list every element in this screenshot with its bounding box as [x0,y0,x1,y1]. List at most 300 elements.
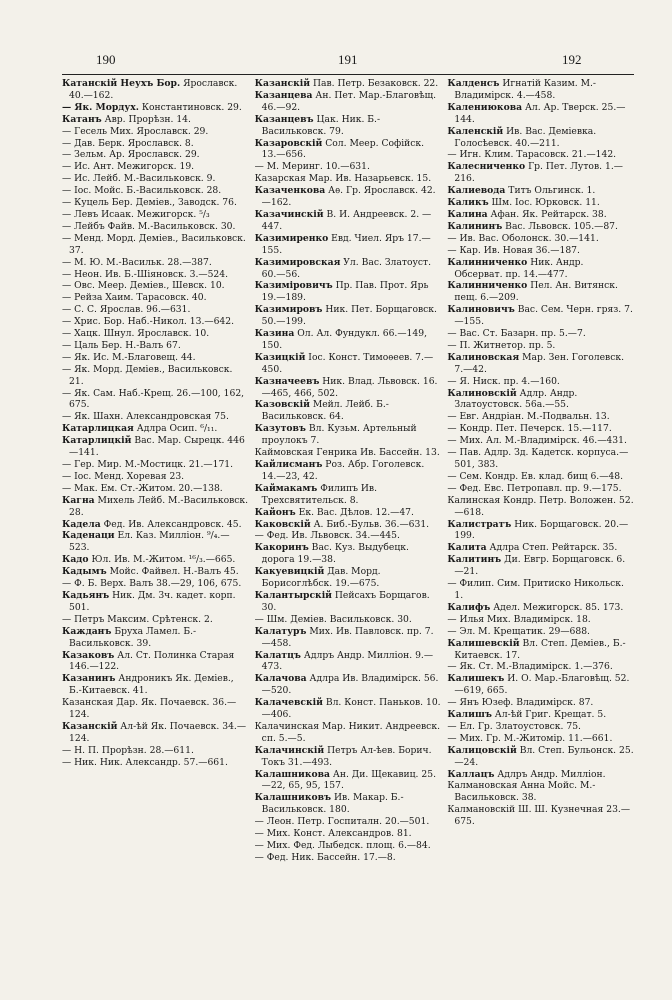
entry-details: — Мак. Ем. Ст.-Житом. 20.—138. [62,482,223,494]
entry-details: Вас. Львовск. 105.—87. [502,220,618,232]
entry-surname: Калиновскій [447,387,517,399]
entry-details: Ив. Вас. Деміевка. Голосѣевск. 40.—211. [454,125,597,149]
entry-surname: Каймакамъ [254,482,318,494]
entry-surname: Казимировская [254,256,341,268]
directory-entry [447,340,634,352]
entry-details: Вл. Кузьм. Артельный проулокъ 7. [261,423,417,447]
entry-details: Ник. Пет. Борщаговск. 50.—199. [261,304,437,328]
entry-details: — Янъ Юзеф. Владимірск. 87. [447,697,594,709]
directory-entry [62,673,249,697]
entry-details: — Хрис. Бор. Наб.-Никол. 13.—642. [62,316,235,328]
directory-entry [62,459,249,471]
entry-details: — М. Ю. М.-Васильк. 28.—387. [62,256,212,268]
entry-surname: Каденаци [62,530,115,542]
page-number-left: 190 [96,52,116,67]
entry-surname: Кадо [62,554,89,566]
directory-entry [447,447,634,471]
entry-surname: Калантырскій [254,589,332,601]
entry-details: Ник. Влад. Львовск. 16.—465, 466, 502. [261,375,438,399]
entry-surname: Казаровскій [254,137,323,149]
entry-details: Юл. Ив. М.-Житом. ¹⁶/₃.—665. [88,554,236,566]
directory-entry [255,828,442,840]
entry-details: — Як. Ст. М.-Владимірск. 1.—376. [447,661,613,673]
entry-details: Гр. Пет. Лутов. 1.—216. [454,161,623,185]
directory-entry [255,459,442,483]
directory-entry [447,376,634,388]
entry-surname: Калишъ [447,709,492,721]
directory-entry [447,602,634,614]
directory-entry [447,304,634,328]
directory-entry [447,626,634,638]
directory-entry [255,114,442,138]
entry-surname: Калишекъ [447,673,505,685]
directory-entry [447,257,634,281]
entry-details: — Гер. Мир. М.-Мостицк. 21.—171. [62,459,234,470]
directory-entry [62,697,249,721]
entry-details: Адлра Ив. Владимірск. 56.—520. [261,673,439,697]
entry-details: — Кондр. Пет. Печерск. 15.—117. [447,423,612,435]
directory-entry [62,566,249,578]
entry-details: — Ник. Ник. Александр. 57.—661. [62,756,228,768]
entry-details: И. О. Мар.-Благовѣщ. 52.—619, 665. [454,673,630,697]
entry-details: — Ис. Ант. Межигорск. 19. [62,161,195,173]
entry-surname: Калинниченко [447,256,528,268]
directory-entry [62,221,249,233]
entry-details: Іос. Конст. Тимоѳеев. 7.—450. [261,351,434,375]
entry-details: — М. Меринг. 10.—631. [254,161,370,173]
entry-details: Фед. Ив. Александровск. 45. [100,518,242,530]
directory-entry [255,792,442,816]
directory-entry [255,697,442,721]
entry-details: Пел. Ан. Витянск. пещ. 6.—209. [454,280,618,304]
entry-details: Ник. Андр. Обсерват. пр. 14.—477. [454,256,584,280]
entry-details: Константиновск. 29. [138,101,242,113]
directory-entry [447,328,634,340]
entry-details: — Мих. Фед. Лыбедск. площ. 6.—84. [254,840,431,851]
entry-details: Ал-ѣй Як. Почаевск. 34.—124. [69,720,247,744]
directory-entry [62,626,249,650]
directory-entry [62,233,249,257]
entry-details: Мих. Ив. Павловск. пр. 7.—458. [261,625,434,649]
entry-details: — Неон. Ив. Б.-Шіяновск. 3.—524. [62,268,229,280]
entry-surname: Каликъ [447,197,489,209]
directory-entry [447,769,634,781]
directory-entry [255,566,442,590]
directory-entry [447,780,634,804]
directory-entry [255,542,442,566]
entry-surname: Казанинъ [62,673,116,685]
directory-entry [255,483,442,507]
entry-details: Ник. Борщаговск. 20.—199. [454,518,629,542]
entry-details: — С. С. Ярослав. 96.—631. [62,304,191,316]
entry-details: — П. Житнетор. пр. 5. [447,339,556,351]
page-number-right: 192 [562,52,582,67]
entry-surname: Казиміровичъ [254,280,333,292]
directory-entry [62,757,249,769]
entry-surname: Катанскій Неухъ Бор. [62,78,181,89]
directory-entry [62,304,249,316]
entry-details: — Фед. Ник. Бассейн. 17.—8. [254,851,396,863]
entry-details: — Зельм. Ар. Ярославск. 29. [62,149,200,161]
directory-entry [447,435,634,447]
entry-details: Ек. Вас. Дѣлов. 12.—47. [295,506,414,518]
directory-entry [62,423,249,435]
directory-entry [255,530,442,542]
entry-details: Пав. Петр. Безаковск. 22. [310,78,439,89]
directory-entry [447,245,634,257]
entry-surname: Кадьянъ [62,589,110,601]
directory-entry [447,102,634,126]
entry-details: Ел. Каз. Милліон. ⁹/₄.—523. [69,530,230,554]
entry-details: Филипъ Ив. Трехсвятительск. 8. [261,482,377,506]
directory-entry [447,578,634,602]
entry-details: Адлра Осип. ⁶/₁₁. [133,423,218,435]
directory-entry [447,661,634,673]
directory-entry [447,185,634,197]
entry-surname: Катанъ [62,113,102,125]
entry-details: — Шм. Деміев. Васильковск. 30. [254,613,412,625]
directory-entry [447,721,634,733]
entry-surname: Калитинъ [447,554,502,566]
entry-surname: Казаченкова [254,185,326,197]
entry-details: Вл. Степ. Бульонск. 25.—24. [454,744,634,768]
entry-details: — Цаль Бер. Н.-Валъ 67. [62,339,181,351]
entry-surname: Калистратъ [447,518,512,530]
entry-details: Мойс. Файвел. Н.-Валъ 45. [106,566,239,578]
directory-entry [447,733,634,745]
entry-surname: Кажданъ [62,625,112,637]
directory-entry [447,352,634,376]
directory-entry [255,352,442,376]
entry-details: — Як. Шахн. Александровская 75. [62,411,229,423]
directory-entry [447,673,634,697]
directory-entry [255,626,442,650]
entry-details: — Фед. Евс. Петропавл. пр. 9.—175. [447,482,622,494]
directory-entry [255,304,442,328]
entry-surname: Калатцъ [254,649,301,661]
entry-details: — Ис. Лейб. М.-Васильковск. 9. [62,173,216,185]
directory-entry [255,328,442,352]
entry-surname: Калачевскій [254,697,323,709]
entry-details: — Мих. Гр. М.-Житомір. 11.—661. [447,732,613,744]
entry-details: Калмановскій Ш. Ш. Кузнечная 23.—675. [447,804,631,828]
directory-entry [255,78,442,90]
entry-surname: Калининъ [447,220,503,232]
entry-details: — Лейбъ Файв. М.-Васильковск. 30. [62,220,236,232]
entry-details: Авр. Прорѣзн. 14. [101,113,191,125]
directory-entry [62,352,249,364]
directory-entry [62,471,249,483]
entry-details: — Менд. Морд. Деміев., Васильковск. 37. [62,232,246,256]
entry-details: — Мих. Конст. Александров. 81. [254,828,412,840]
entry-details: — Эл. М. Крещатик. 29—688. [447,625,590,637]
directory-entry [447,745,634,769]
page-number-middle: 191 [338,52,358,67]
directory-entry [255,447,442,459]
entry-surname: Калашниковъ [254,792,332,804]
entry-details: — Н. П. Прорѣзн. 28.—611. [62,744,194,756]
directory-entry [62,209,249,221]
directory-entry [447,280,634,304]
entry-details: Андроникъ Як. Деміев., Б.-Китаевск. 41. [69,673,234,697]
entry-surname: Калина [447,208,488,220]
directory-entry [255,233,442,257]
entry-details: — Овс. Меер. Деміев., Шевск. 10. [62,280,225,292]
entry-details: Калачинская Мар. Никит. Андреевск. сп. 5.—5. [254,720,440,744]
directory-entry [447,519,634,543]
entry-surname: Калатуръ [254,625,307,637]
entry-details: — Дав. Берк. Ярославск. 8. [62,137,194,149]
entry-details: Адел. Межигорск. 85. 173. [490,601,624,613]
directory-entry [447,411,634,423]
entry-details: — Ив. Вас. Оболонск. 30.—141. [447,232,599,244]
header-rule [62,74,634,75]
entry-surname: Казимировъ [254,304,323,316]
directory-entry [62,590,249,614]
entry-details: — Гесель Мих. Ярославск. 29. [62,125,209,137]
directory-entry [62,316,249,328]
entry-surname: Кайонъ [254,506,296,518]
directory-entry [255,769,442,793]
entry-details: — Вас. Ст. Базарн. пр. 5.—7. [447,328,586,340]
entry-surname: Кадела [62,518,101,530]
entry-details: Ол. Ал. Фундукл. 66.—149, 150. [261,328,428,351]
entry-surname: Кагна [62,494,95,506]
entry-details: — Петръ Максим. Срѣтенск. 2. [62,613,213,625]
entry-details: Ал. Ст. Полинка Старая 146.—122. [69,649,235,673]
directory-entry [62,364,249,388]
directory-entry [62,483,249,495]
entry-details: — Фед. Ив. Львовск. 34.—445. [254,530,400,542]
entry-surname: Калачова [254,673,307,685]
entry-details: — Левъ Исаак. Межигорск. ⁵/₃ [62,208,210,220]
entry-details: Михель Лейб. М.-Васильковск. 28. [69,494,249,518]
directory-entry [62,102,249,114]
directory-entry [255,507,442,519]
entry-details: Ярославск. 40.—162. [69,78,238,101]
entry-details: Калинская Кондр. Петр. Воложен. 52.—618. [447,494,634,518]
directory-entry [255,138,442,162]
entry-details: Вас. Куз. Выдубецк. дорога 19.—38. [261,542,409,566]
entry-details: Ал. Ар. Тверск. 25.—144. [454,101,626,125]
entry-surname: Казанцева [254,89,313,101]
entry-surname: — Як. Мордух. [62,101,139,113]
entry-details: — Ел. Гр. Златоустовск. 75. [447,720,581,732]
directory-entry [62,173,249,185]
directory-entry [447,149,634,161]
entry-details: Адлр. Андр. Златоустовск. 56а.—55. [454,387,578,411]
directory-entry [62,292,249,304]
entry-surname: Калицовскій [447,744,517,756]
entry-surname: Калденсъ [447,78,500,89]
entry-surname: Калениюкова [447,101,523,113]
directory-entry [447,221,634,233]
entry-details: Ал-ѣй Григ. Крещат. 5. [491,709,607,721]
entry-surname: Казначеевъ [254,375,320,387]
directory-entry [62,435,249,459]
directory-entry [62,411,249,423]
directory-entry [62,280,249,292]
directory-entry [255,840,442,852]
entry-details: — Як. Ис. М.-Благовещ. 44. [62,351,196,363]
directory-entry [62,78,249,102]
entry-details: — Евг. Андріан. М.-Подвальн. 13. [447,411,610,423]
entry-details: Вас. Сем. Черн. гряз. 7.—155. [454,304,633,328]
directory-entry [255,257,442,281]
entry-details: — Пав. Адлр. Зд. Кадетск. корпуса.—501, 383. [447,447,629,470]
entry-surname: Каковскій [254,518,311,530]
directory-entry [447,233,634,245]
directory-entry [255,185,442,209]
directory-entry [62,328,249,340]
entry-details: А. Биб.-Бульв. 36.—631. [310,518,430,530]
directory-entry [447,471,634,483]
directory-entry [447,638,634,662]
directory-entry [62,578,249,590]
directory-column-1 [62,78,249,988]
entry-surname: Каллацъ [447,768,495,780]
entry-surname: Кайлисманъ [254,459,323,470]
directory-column-3 [447,78,634,988]
entry-details: Пейсахъ Борщагов. 30. [261,589,430,613]
directory-entry [255,519,442,531]
entry-details: — Илья Мих. Владимірск. 18. [447,613,591,625]
entry-surname: Катарлицкая [62,423,134,435]
entry-surname: Казицкій [254,351,306,363]
directory-entry [62,114,249,126]
directory-entry [62,257,249,269]
entry-details: Евд. Чиел. Яръ 17.—155. [261,232,431,256]
directory-entry [447,542,634,554]
entry-details: В. И. Андреевск. 2. —447. [261,208,432,232]
directory-entry [447,423,634,435]
entry-surname: Казаковъ [62,649,115,661]
directory-entry [62,495,249,519]
entry-details: Казанская Дар. Як. Почаевск. 36.—124. [62,697,237,721]
entry-details: Бруха Ламел. Б.-Васильковск. 39. [69,625,197,649]
directory-column-2 [255,78,442,988]
entry-details: Афан. Як. Рейтарск. 38. [487,208,607,220]
entry-surname: Казутовъ [254,423,306,435]
entry-details: — Филип. Сим. Притиско Никольск. 1. [447,578,624,601]
directory-entry [255,614,442,626]
directory-entry [447,614,634,626]
entry-details: Ан. Ди. Щекавиц. 25.—22, 65, 95, 157. [261,768,437,792]
entry-surname: Калиновичъ [447,304,515,316]
entry-details: Вл. Степ. Деміев., Б.-Китаевск. 17. [454,637,626,661]
entry-details: — Я. Ниск. пр. 4.—160. [447,375,560,387]
directory-entry [447,161,634,185]
entry-surname: Казанскій [62,720,118,732]
entry-surname: Катарлицкій [62,435,132,447]
entry-details: Вас. Мар. Сырецк. 446—141. [69,435,245,459]
directory-entry [255,673,442,697]
directory-entry [62,340,249,352]
directory-entry [255,721,442,745]
entry-surname: Казина [254,328,295,340]
directory-entry [255,423,442,447]
directory-entry [447,709,634,721]
directory-entry [447,197,634,209]
directory-entry [255,376,442,400]
entry-surname: Калашникова [254,768,330,780]
entry-details: Ди. Евгр. Борщаговск. 6.—21. [454,554,626,578]
entry-surname: Казанцевъ [254,113,314,125]
directory-entry [255,745,442,769]
entry-details: Адлра Степ. Рейтарск. 35. [486,542,618,554]
entry-details: — Кар. Ив. Новая 36.—187. [447,244,580,256]
directory-columns [62,78,634,988]
entry-details: — Хацк. Шнул. Ярославск. 10. [62,328,210,340]
directory-entry [62,126,249,138]
entry-details: Адлръ Андр. Милліон. 9.—473. [261,649,434,673]
directory-entry [62,554,249,566]
entry-details: Сол. Меер. Софійск. 13.—656. [261,137,425,161]
entry-surname: Калифъ [447,601,491,613]
directory-entry [62,269,249,281]
directory-entry [255,650,442,674]
entry-details: — Мих. Ал. М.-Владимірск. 46.—431. [447,435,627,447]
entry-details: — Іос. Менд. Хоревая 23. [62,470,185,482]
directory-entry [255,90,442,114]
directory-entry [62,185,249,197]
entry-details: — Игн. Клим. Тарасовск. 21.—142. [447,149,617,161]
entry-details: Каймовская Генрика Ив. Бассейн. 13. [254,447,440,459]
entry-details: — Іос. Мойс. Б.-Васильковск. 28. [62,185,222,197]
entry-surname: Калишевскій [447,637,520,649]
directory-entry [62,149,249,161]
directory-entry [447,126,634,150]
entry-surname: Какуевицкій [254,566,325,578]
entry-surname: Калинниченко [447,280,528,292]
entry-details: — Куцель Бер. Деміев., Заводск. 76. [62,197,237,209]
directory-entry [447,554,634,578]
entry-surname: Какоринъ [254,542,309,554]
directory-entry [255,590,442,614]
entry-surname: Каленскій [447,125,504,137]
entry-details: Ан. Пет. Мар.-Благовѣщ. 46.—92. [261,89,437,113]
entry-details: Казарская Мар. Ив. Назарьевск. 15. [254,173,432,185]
directory-entry [447,697,634,709]
entry-surname: Калиновская [447,351,520,363]
entry-details: — Ф. Б. Верх. Валъ 38.—29, 106, 675. [62,578,242,590]
entry-details: Роз. Абр. Гоголевск. 14.—23, 42. [261,459,425,482]
entry-details: — Леон. Петр. Госпиталн. 20.—501. [254,816,430,828]
directory-entry [447,495,634,519]
entry-details: Ив. Макар. Б.-Васильковск. 180. [261,792,404,816]
directory-entry [62,519,249,531]
directory-entry [447,483,634,495]
entry-details: Аѳ. Гр. Ярославск. 42.—162. [261,185,436,209]
entry-surname: Кадымъ [62,566,107,578]
directory-entry [62,388,249,412]
entry-surname: Казанскій [254,78,311,89]
directory-entry [255,173,442,185]
entry-details: Мейл. Лейб. Б.-Васильковск. 64. [261,399,389,423]
entry-surname: Казимиренко [254,232,329,244]
directory-entry [62,161,249,173]
entry-details: Шм. Іос. Юрковск. 11. [488,197,600,209]
entry-details: Цак. Ник. Б.-Васильковск. 79. [261,113,381,137]
entry-details: — Рейза Хаим. Тарасовск. 40. [62,292,207,304]
entry-details: Мар. Зен. Гоголевск. 7.—42. [454,351,625,375]
entry-surname: Калесниченко [447,161,526,173]
entry-surname: Казовскій [254,399,310,411]
entry-details: Ник. Дм. 3ч. кадет. корп. 501. [69,589,236,613]
directory-entry [255,161,442,173]
entry-details: Пр. Пав. Прот. Ярь 19.—189. [261,280,429,304]
directory-entry [255,399,442,423]
